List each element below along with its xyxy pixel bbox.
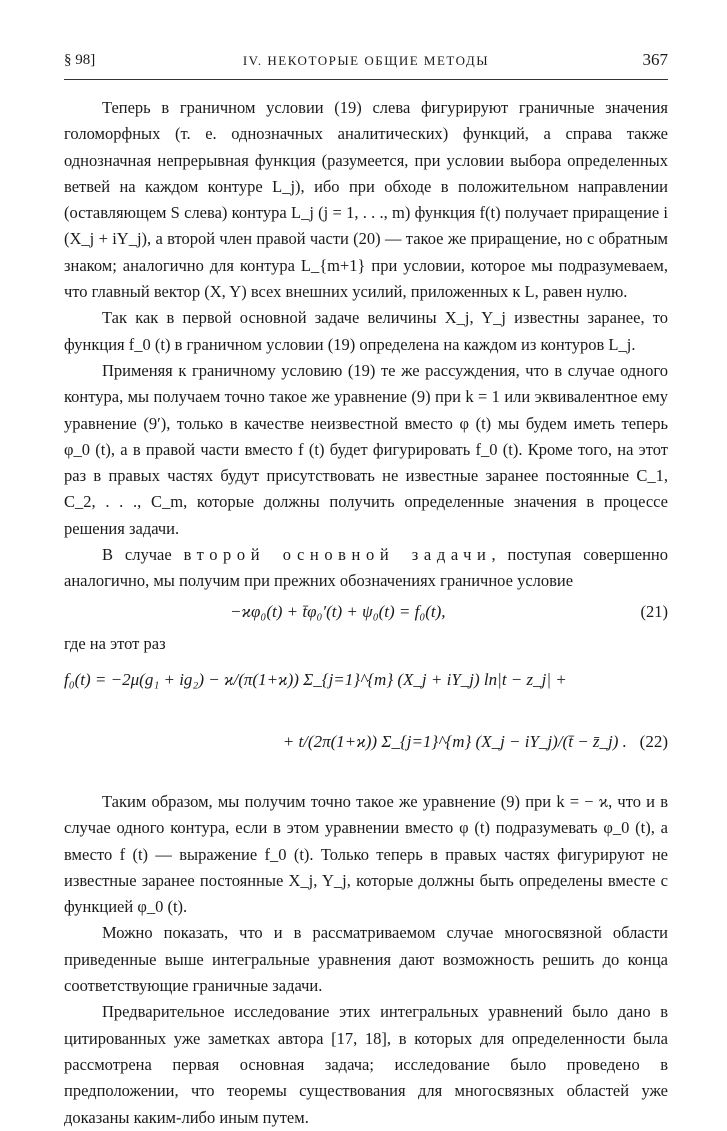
page-body [64, 95, 668, 1131]
spaced-emphasis: второй основной задачи [183, 545, 492, 565]
paragraph-8: Предварительное исследование этих интегральных уравнений было дано в цитированных уже заметках автора [17, 18], в которых для определенности была рассмотрена первая основная задача; исследование было проведено в предположении, что теоремы существования для многосвязных областей уже доказаны каким-либо иным путем. [64, 1002, 668, 1127]
equation-22-line-2: + t/(2π(1+ϰ)) Σ_{j=1}^{m} (X_j − iY_j)/(t̄ − z̄_j) . [282, 731, 627, 751]
equation-21-number: (21) [640, 601, 668, 621]
paragraph-2: Так как в первой основной задаче величины X_j, Y_j известны заранее, то функция f_0 (t) в граничном условии (19) определена на каждом из контуров L_j. [64, 308, 668, 354]
equation-22-line-1: f₀(t) = −2μ(g₁ + ig₂) − ϰ/(π(1+ϰ)) Σ_{j=1}^{m} (X_j + iY_j) ln|t − z_j| + [64, 669, 567, 689]
paragraph-1: Теперь в граничном условии (19) слева фигурируют граничные значения голоморфных (т. е. однозначных аналитических) функций, а справа также однозначная непрерывная функция (разумеется, при условии выбора определенных ветвей на каждом контуре L_j), ибо при обходе в положительном направлении (оставляющем S слева) контура L_j (j = 1, . . ., m) функция f(t) получает приращение i (X_j + iY_j), а второй член правой части (20) — такое же приращение, но с обратным знаком; аналогично для контура L_{m+1} при условии, которое мы подразумеваем, что главный вектор (X, Y) всех внешних усилий, приложенных к L, равен нулю. [64, 98, 668, 302]
paragraph-7: Можно показать, что и в рассматриваемом случае многосвязной области приведенные выше интегральные уравнения дают возможность решить до конца соответствующие граничные задачи. [64, 923, 668, 996]
paragraph-4-rest: , поступая совершенно аналогично, мы получим при прежних обозначениях граничное условие [64, 545, 668, 591]
paragraph-4 [64, 542, 668, 595]
running-header [64, 50, 668, 72]
page-number: 367 [642, 50, 668, 69]
paragraph-3: Применяя к граничному условию (19) те же рассуждения, что в случае одного контура, мы получаем точно такое же уравнение (9) при k = 1 или эквивалентное ему уравнение (9′), только в качестве неизвестной вместо φ (t) мы будем иметь теперь φ_0 (t), а в правой части вместо f (t) будет фигурировать f_0 (t). Кроме того, на этот раз в правых частях будут присутствовать не известные заранее постоянные C_1, C_2, . . ., C_m, которые должны получить определенные значения в процессе решения задачи. [64, 360, 668, 538]
equation-22 [64, 657, 668, 789]
header-rule [64, 79, 668, 80]
paragraph-6: Таким образом, мы получим точно такое же уравнение (9) при k = − ϰ, что и в случае одного контура, если в этом уравнении вместо φ (t) подразумевать φ_0 (t), а вместо f (t) — выражение f_0 (t). Только теперь в правых частях фигурируют не известные заранее постоянные X_j, Y_j, которые должны быть определены вместе с функцией φ_0 (t). [64, 791, 668, 917]
paragraph-4-lead: В случае [102, 545, 172, 565]
equation-22-line-2-wrap [283, 729, 668, 755]
section-mark: § 98] [64, 52, 96, 68]
equation-21 [64, 599, 668, 629]
paragraph-5: где на этот раз [64, 633, 166, 653]
chapter-title: IV. НЕКОТОРЫЕ ОБЩИЕ МЕТОДЫ [242, 53, 490, 68]
equation-22-number: (22) [639, 731, 668, 751]
equation-21-body: −ϰφ₀(t) + t̄φ₀′(t) + ψ₀(t) = f₀(t), [230, 601, 446, 621]
